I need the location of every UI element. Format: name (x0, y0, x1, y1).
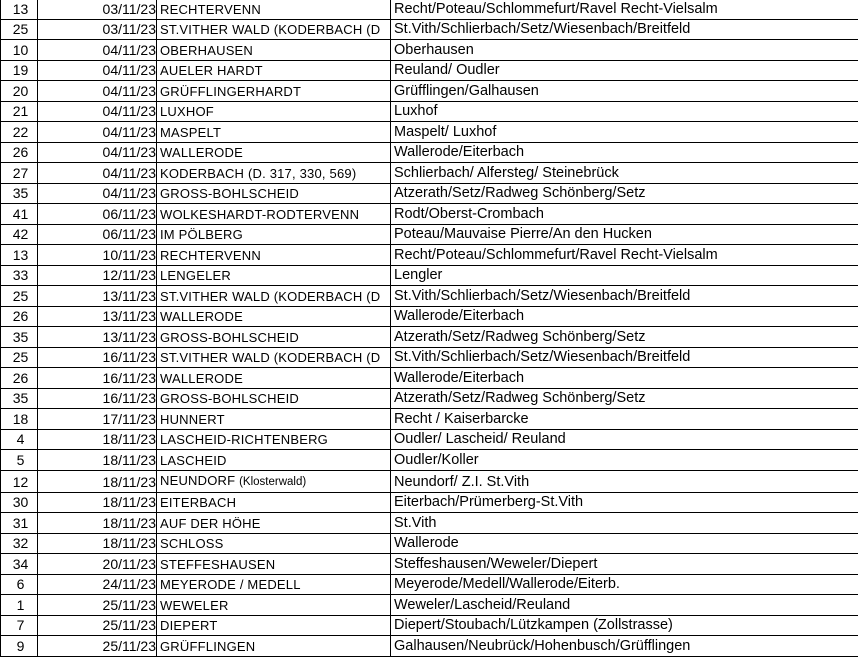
closed-roads-cell: Luxhof (391, 101, 858, 122)
location-name: RECHTERVENN (160, 1, 261, 17)
location-cell (157, 347, 391, 368)
lot-number-cell: 25 (1, 19, 38, 40)
closed-roads-cell: Grüfflingen/Galhausen (391, 81, 858, 102)
table-row (1, 429, 858, 450)
date-cell: 10/11/23 (38, 245, 157, 266)
location-cell (157, 388, 391, 409)
location-name: GRÜFFLINGERHARDT (160, 83, 302, 99)
location-name: ST.VITHER WALD (KODERBACH (D (160, 288, 381, 304)
location-cell (157, 122, 391, 143)
location-name: STEFFESHAUSEN (160, 556, 276, 572)
location-name: NEUNDORF (160, 472, 236, 488)
location-cell (157, 574, 391, 595)
location-cell (157, 81, 391, 102)
date-cell: 24/11/23 (38, 574, 157, 595)
table-body (1, 0, 858, 656)
location-cell (157, 470, 391, 492)
closed-roads-cell: St.Vith (391, 513, 858, 534)
lot-number-cell: 9 (1, 636, 38, 657)
location-cell (157, 554, 391, 575)
closed-roads-cell: Wallerode/Eiterbach (391, 306, 858, 327)
location-cell (157, 636, 391, 657)
location-cell (157, 265, 391, 286)
lot-number-cell: 34 (1, 554, 38, 575)
date-cell: 25/11/23 (38, 595, 157, 616)
table-row (1, 513, 858, 534)
location-cell (157, 245, 391, 266)
lot-number-cell: 31 (1, 513, 38, 534)
closed-roads-cell: Oudler/ Lascheid/ Reuland (391, 429, 858, 450)
table-row (1, 122, 858, 143)
date-cell: 18/11/23 (38, 450, 157, 471)
table-row (1, 615, 858, 636)
table-row (1, 163, 858, 184)
table-row (1, 347, 858, 368)
lot-number-cell: 32 (1, 533, 38, 554)
closed-roads-cell: Recht / Kaiserbarcke (391, 409, 858, 430)
date-cell: 04/11/23 (38, 163, 157, 184)
lot-number-cell: 30 (1, 492, 38, 513)
location-name: KODERBACH (D. 317, 330, 569) (160, 165, 357, 181)
location-cell (157, 204, 391, 225)
closed-roads-cell: St.Vith/Schlierbach/Setz/Wiesenbach/Breitfeld (391, 286, 858, 307)
closed-roads-cell: Wallerode/Eiterbach (391, 368, 858, 389)
location-name: WALLERODE (160, 309, 243, 324)
location-cell (157, 450, 391, 471)
table-row (1, 388, 858, 409)
location-name: ST.VITHER WALD (KODERBACH (D (160, 350, 381, 365)
location-name: LASCHEID (160, 452, 227, 468)
date-cell: 18/11/23 (38, 533, 157, 554)
date-cell: 12/11/23 (38, 265, 157, 286)
location-name: ST.VITHER WALD (KODERBACH (D (160, 22, 381, 37)
location-name: LUXHOF (160, 104, 214, 119)
lot-number-cell: 6 (1, 574, 38, 595)
date-cell: 13/11/23 (38, 327, 157, 348)
table-row (1, 470, 858, 492)
date-cell: 04/11/23 (38, 40, 157, 61)
location-cell (157, 0, 391, 19)
table-row (1, 265, 858, 286)
date-cell: 04/11/23 (38, 122, 157, 143)
table-row (1, 636, 858, 657)
location-cell (157, 492, 391, 513)
closed-roads-cell: St.Vith/Schlierbach/Setz/Wiesenbach/Breitfeld (391, 347, 858, 368)
date-cell: 13/11/23 (38, 286, 157, 307)
date-cell: 03/11/23 (38, 19, 157, 40)
location-cell (157, 327, 391, 348)
closed-roads-cell: Weweler/Lascheid/Reuland (391, 595, 858, 616)
location-cell (157, 163, 391, 184)
location-name: WOLKESHARDT-RODTERVENN (160, 206, 360, 222)
closed-roads-cell: Recht/Poteau/Schlommefurt/Ravel Recht-Vielsalm (391, 0, 858, 19)
table-row (1, 368, 858, 389)
closed-roads-cell: Recht/Poteau/Schlommefurt/Ravel Recht-Vielsalm (391, 245, 858, 266)
lot-number-cell: 26 (1, 142, 38, 163)
location-cell (157, 368, 391, 389)
closed-roads-cell: Steffeshausen/Weweler/Diepert (391, 554, 858, 575)
location-name: OBERHAUSEN (160, 42, 254, 58)
closed-roads-cell: Oberhausen (391, 40, 858, 61)
closed-roads-cell: Atzerath/Setz/Radweg Schönberg/Setz (391, 388, 858, 409)
table-row (1, 142, 858, 163)
date-cell: 25/11/23 (38, 615, 157, 636)
date-cell: 18/11/23 (38, 429, 157, 450)
location-name: WALLERODE (160, 370, 243, 386)
lot-number-cell: 25 (1, 286, 38, 307)
lot-number-cell: 35 (1, 327, 38, 348)
date-cell: 17/11/23 (38, 409, 157, 430)
table-row (1, 183, 858, 204)
location-cell (157, 101, 391, 122)
lot-number-cell: 18 (1, 409, 38, 430)
closed-roads-cell: Wallerode/Eiterbach (391, 142, 858, 163)
lot-number-cell: 4 (1, 429, 38, 450)
table-row (1, 224, 858, 245)
location-cell (157, 513, 391, 534)
lot-number-cell: 26 (1, 306, 38, 327)
location-name: EITERBACH (160, 495, 237, 510)
location-name: DIEPERT (160, 618, 218, 633)
table-row (1, 204, 858, 225)
lot-number-cell: 35 (1, 388, 38, 409)
location-cell (157, 60, 391, 81)
lot-number-cell: 26 (1, 368, 38, 389)
lot-number-cell: 19 (1, 60, 38, 81)
date-cell: 06/11/23 (38, 204, 157, 225)
location-cell (157, 429, 391, 450)
closed-roads-cell: Diepert/Stoubach/Lützkampen (Zollstrasse) (391, 615, 858, 636)
date-cell: 16/11/23 (38, 388, 157, 409)
location-name: AUELER HARDT (160, 63, 263, 78)
date-cell: 04/11/23 (38, 183, 157, 204)
date-cell: 16/11/23 (38, 347, 157, 368)
table-row (1, 554, 858, 575)
location-cell (157, 224, 391, 245)
closed-roads-cell: Reuland/ Oudler (391, 60, 858, 81)
lot-number-cell: 13 (1, 245, 38, 266)
table-row (1, 60, 858, 81)
lot-number-cell: 27 (1, 163, 38, 184)
location-name: GROSS-BOHLSCHEID (160, 329, 300, 345)
location-cell (157, 306, 391, 327)
date-cell: 04/11/23 (38, 60, 157, 81)
lot-number-cell: 33 (1, 265, 38, 286)
location-name: WEWELER (160, 597, 229, 613)
location-cell (157, 19, 391, 40)
location-name: HUNNERT (160, 411, 225, 427)
lot-number-cell: 20 (1, 81, 38, 102)
lot-number-cell: 13 (1, 0, 38, 19)
lot-number-cell: 25 (1, 347, 38, 368)
lot-number-cell: 7 (1, 615, 38, 636)
closed-roads-cell: Oudler/Koller (391, 450, 858, 471)
location-name: MEYERODE / MEDELL (160, 577, 301, 592)
table-row (1, 574, 858, 595)
location-cell (157, 286, 391, 307)
table-row (1, 101, 858, 122)
closed-roads-cell: St.Vith/Schlierbach/Setz/Wiesenbach/Breitfeld (391, 19, 858, 40)
lot-number-cell: 42 (1, 224, 38, 245)
lot-number-cell: 41 (1, 204, 38, 225)
date-cell: 04/11/23 (38, 101, 157, 122)
closed-roads-cell: Rodt/Oberst-Crombach (391, 204, 858, 225)
location-cell (157, 533, 391, 554)
location-name: WALLERODE (160, 145, 243, 160)
closed-roads-cell: Poteau/Mauvaise Pierre/An den Hucken (391, 224, 858, 245)
location-name: GROSS-BOHLSCHEID (160, 391, 300, 406)
closed-roads-cell: Atzerath/Setz/Radweg Schönberg/Setz (391, 183, 858, 204)
table-row (1, 533, 858, 554)
table-row (1, 306, 858, 327)
lot-number-cell: 1 (1, 595, 38, 616)
lot-number-cell: 22 (1, 122, 38, 143)
date-cell: 18/11/23 (38, 470, 157, 492)
closed-roads-cell: Wallerode (391, 533, 858, 554)
table-row (1, 40, 858, 61)
date-cell: 04/11/23 (38, 142, 157, 163)
location-name: MASPELT (160, 124, 222, 140)
table-row (1, 81, 858, 102)
location-name: RECHTERVENN (160, 247, 261, 263)
closed-roads-cell: Galhausen/Neubrück/Hohenbusch/Grüfflingen (391, 636, 858, 657)
closed-roads-cell: Meyerode/Medell/Wallerode/Eiterb. (391, 574, 858, 595)
date-cell: 25/11/23 (38, 636, 157, 657)
table-row (1, 286, 858, 307)
location-name: LASCHEID-RICHTENBERG (160, 432, 328, 447)
lot-number-cell: 10 (1, 40, 38, 61)
closed-roads-cell: Lengler (391, 265, 858, 286)
location-name: GRÜFFLINGEN (160, 638, 256, 654)
date-cell: 18/11/23 (38, 513, 157, 534)
table-row (1, 450, 858, 471)
lot-number-cell: 5 (1, 450, 38, 471)
closed-roads-cell: Eiterbach/Prümerberg-St.Vith (391, 492, 858, 513)
date-cell: 16/11/23 (38, 368, 157, 389)
location-name: AUF DER HÖHE (160, 515, 261, 531)
closed-roads-cell: Neundorf/ Z.I. St.Vith (391, 470, 858, 492)
closed-roads-cell: Atzerath/Setz/Radweg Schönberg/Setz (391, 327, 858, 348)
table-row (1, 492, 858, 513)
date-cell: 13/11/23 (38, 306, 157, 327)
location-cell (157, 615, 391, 636)
table-row (1, 19, 858, 40)
table-row (1, 409, 858, 430)
date-cell: 18/11/23 (38, 492, 157, 513)
lot-number-cell: 35 (1, 183, 38, 204)
table-row (1, 595, 858, 616)
location-cell (157, 409, 391, 430)
location-name: SCHLOSS (160, 536, 224, 551)
location-name: LENGELER (160, 268, 231, 283)
closed-roads-cell: Schlierbach/ Alfersteg/ Steinebrück (391, 163, 858, 184)
location-cell (157, 40, 391, 61)
location-name: GROSS-BOHLSCHEID (160, 186, 300, 201)
date-cell: 20/11/23 (38, 554, 157, 575)
table-row (1, 327, 858, 348)
table-row (1, 0, 858, 19)
date-cell: 03/11/23 (38, 0, 157, 19)
date-cell: 06/11/23 (38, 224, 157, 245)
location-cell (157, 595, 391, 616)
location-cell (157, 183, 391, 204)
closed-roads-cell: Maspelt/ Luxhof (391, 122, 858, 143)
lot-number-cell: 21 (1, 101, 38, 122)
location-name: IM PÖLBERG (160, 227, 243, 242)
location-suffix: (Klosterwald) (239, 475, 307, 488)
table-row (1, 245, 858, 266)
date-cell: 04/11/23 (38, 81, 157, 102)
location-cell (157, 142, 391, 163)
lot-number-cell: 12 (1, 470, 38, 492)
